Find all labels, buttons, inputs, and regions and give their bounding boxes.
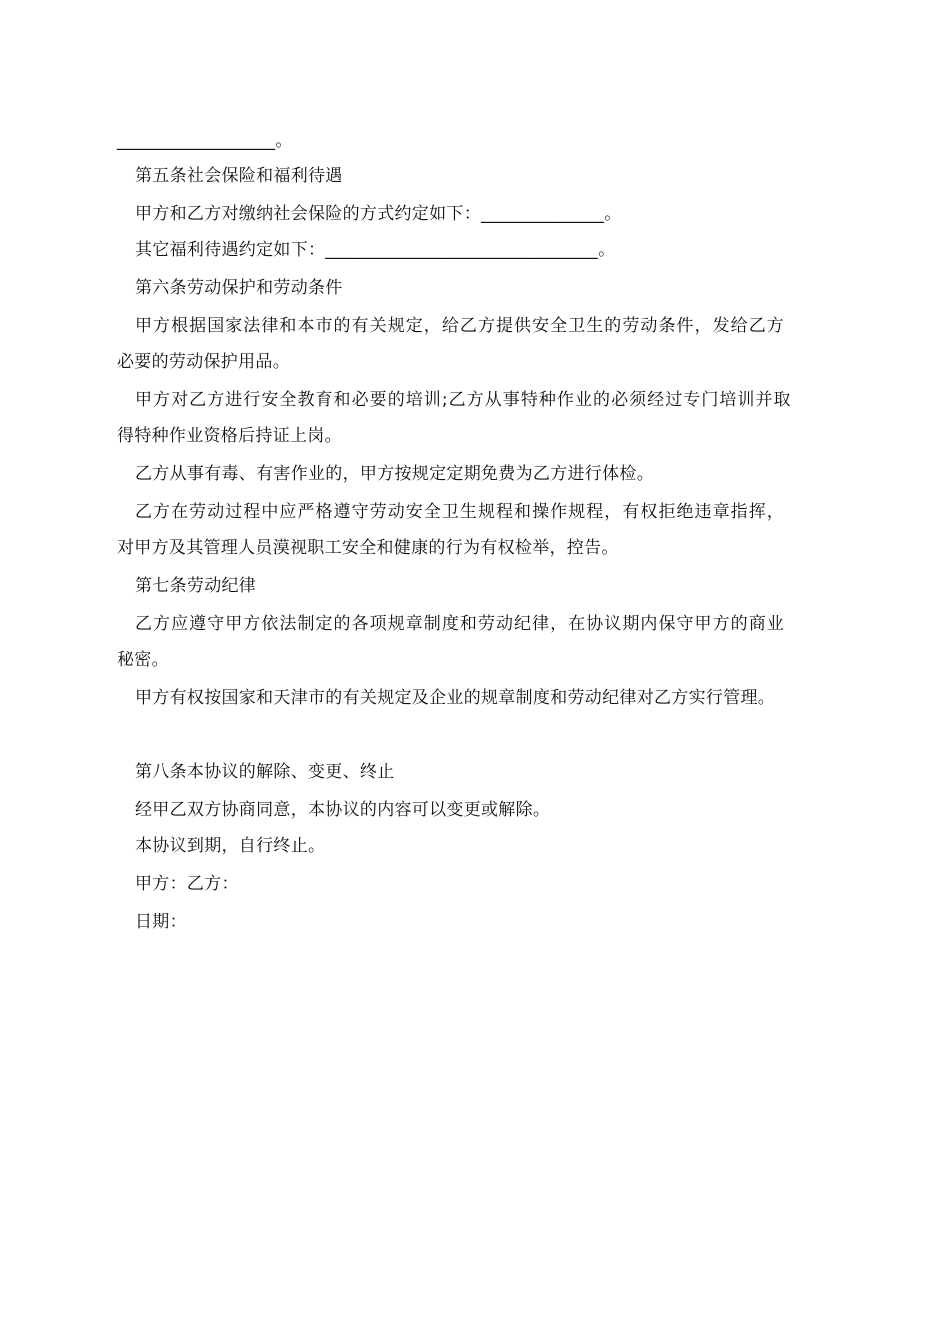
safety-training-paragraph-line-1: 甲方对乙方进行安全教育和必要的培训;乙方从事特种作业的必须经过专门培训并取 [135,390,792,410]
modification-paragraph: 经甲乙双方协商同意，本协议的内容可以变更或解除。 [135,800,551,820]
signature-parties-line: 甲方：乙方： [135,874,239,894]
article-7-heading: 第七条劳动纪律 [135,576,257,596]
labor-protection-paragraph-line-2: 必要的劳动保护用品。 [117,352,290,372]
article-8-heading: 第八条本协议的解除、变更、终止 [135,762,395,782]
other-benefits-clause: 其它福利待遇约定如下：_______________________________。 [135,240,616,260]
safety-rules-paragraph-line-1: 乙方在劳动过程中应严格遵守劳动安全卫生规程和操作规程，有权拒绝违章指挥， [135,502,785,522]
management-paragraph: 甲方有权按国家和天津市的有关规定及企业的规章制度和劳动纪律对乙方实行管理。 [135,688,776,708]
discipline-paragraph-line-1: 乙方应遵守甲方依法制定的各项规章制度和劳动纪律，在协议期内保守甲方的商业 [135,614,785,634]
safety-training-paragraph-line-2: 得特种作业资格后持证上岗。 [117,426,342,446]
blank-fill-line: __________________。 [117,131,293,151]
labor-protection-paragraph-line-1: 甲方根据国家法律和本市的有关规定，给乙方提供安全卫生的劳动条件，发给乙方 [135,316,785,336]
safety-rules-paragraph-line-2: 对甲方及其管理人员漠视职工安全和健康的行为有权检举，控告。 [117,538,619,558]
termination-paragraph: 本协议到期，自行终止。 [135,836,326,856]
discipline-paragraph-line-2: 秘密。 [117,650,169,670]
article-6-heading: 第六条劳动保护和劳动条件 [135,278,343,298]
article-5-heading: 第五条社会保险和福利待遇 [135,166,343,186]
social-insurance-clause: 甲方和乙方对缴纳社会保险的方式约定如下：______________。 [135,204,622,224]
health-check-paragraph: 乙方从事有毒、有害作业的，甲方按规定定期免费为乙方进行体检。 [135,464,654,484]
signature-date-line: 日期： [135,912,187,932]
